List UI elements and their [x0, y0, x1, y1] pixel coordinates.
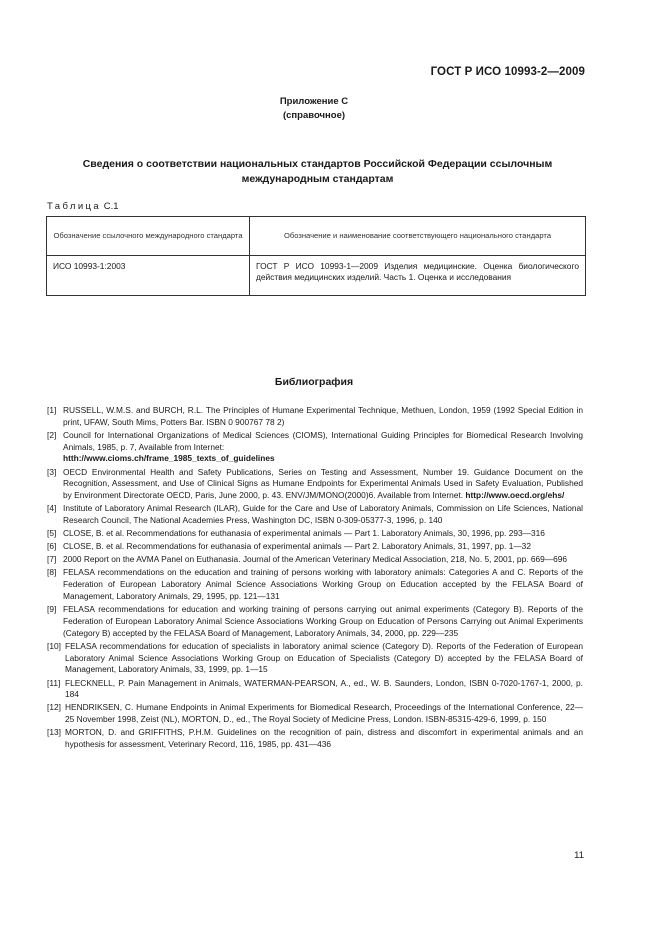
section-title: Сведения о соответствии национальных стандартов Российской Федерации ссылочным международным стандартам: [82, 158, 553, 185]
annex-title: Приложение С: [279, 96, 349, 107]
reference-item: [47, 430, 583, 465]
reference-item: [47, 541, 583, 553]
annex-heading: [0, 95, 628, 123]
reference-text: Council for International Organizations of Medical Sciences (CIOMS), International Guiding Principles for Biomedical Research Involving Animals, 1985, p. 7, Available from Internet:: [63, 429, 583, 452]
table-cell: ИСО 10993-1:2003: [47, 256, 250, 296]
table-cell: ГОСТ Р ИСО 10993-1—2009 Изделия медицинские. Оценка биологического действия медицинских изделий. Часть 1. Оценка и исследования: [250, 256, 586, 296]
reference-number: [4]: [47, 503, 57, 514]
table-row: [47, 256, 586, 296]
table-caption-prefix: Таблица: [47, 201, 102, 212]
reference-text: FELASA recommendations for education and working training of persons carrying out animal experiments (Category B). Reports of the Federation of European Laboratory Animal Science Associations Working Group on Education of Persons Carrying out Animal Experiments (Category B) accepted by the FELASA Board of Management, Laboratory Animals, 34, 2000, pp. 229—235: [63, 604, 583, 638]
correspondence-table: [46, 216, 586, 296]
annex-subtitle: (справочное): [282, 110, 346, 121]
reference-item: [47, 678, 583, 702]
reference-text: FELASA recommendations on the education and training of persons working with laboratory animals: Categories A and C. Reports of the Federation of European Laboratory Animal Science Associations Working Group on Education accepted by the FELASA Board of Management, Laboratory Animals, 29, 1995, pp. 121—131: [63, 567, 583, 602]
bibliography-list: [47, 405, 583, 752]
reference-item: [47, 727, 583, 751]
document-code: ГОСТ Р ИСО 10993-2—2009: [430, 66, 585, 78]
reference-item: [47, 567, 583, 602]
page-number: 11: [574, 850, 584, 861]
reference-text: CLOSE, B. et al. Recommendations for euthanasia of experimental animals — Part 1. Laboratory Animals, 30, 1996, pp. 293—316: [63, 528, 545, 539]
table-caption: [47, 201, 119, 212]
reference-number: [2]: [47, 429, 57, 440]
reference-text: FELASA recommendations for education of specialists in laboratory animal science (Category D). Reports of the Federation of European Laboratory Animal Science Associations Working Group on Education of Specialists (Category D) accepted by the FELASA Board of Management, Laboratory Animals, 33, 1999, pp. 1—15: [65, 640, 583, 675]
reference-number: [11]: [47, 677, 61, 688]
reference-number: [5]: [47, 528, 57, 539]
reference-text: Institute of Laboratory Animal Research (ILAR), Guide for the Care and Use of Laboratory Animals, Commission on Life Sciences, National Research Council, The National Academies Press, Washington DC, ISBN 0-309-05377-3, 1996, p. 140: [63, 503, 583, 526]
reference-text: OECD Environmental Health and Safety Publications, Series on Testing and Assessment, Number 19. Guidance Document on the Recognition, Assessment, and Use of Clinical Signs as Humane Endpoints for Experimental Animals Used in Safety Evaluation, Published by Environment Directorate OECD, Paris, June 2000, p. 43. ENV/JM/MONO(2000)6. Available from Internet.: [63, 466, 583, 501]
table-caption-number: С.1: [103, 201, 119, 212]
reference-text: 2000 Report on the AVMA Panel on Euthanasia. Journal of the American Veterinary Medical Association, 218, No. 5, 2001, pp. 669—696: [63, 554, 568, 565]
reference-item: [47, 405, 583, 429]
reference-number: [10]: [47, 640, 61, 651]
reference-number: [7]: [47, 554, 57, 565]
bibliography-title: Библиография: [274, 376, 354, 388]
reference-number: [3]: [47, 466, 57, 477]
table-header-cell: Обозначение ссылочного международного стандарта: [47, 217, 250, 256]
reference-text: MORTON, D. and GRIFFITHS, P.H.M. Guidelines on the recognition of pain, distress and discomfort in experimental animals and an hypothesis for assessment, Veterinary Record, 116, 1985, pp. 431—436: [65, 727, 583, 750]
reference-item: [47, 702, 583, 726]
reference-item: [47, 503, 583, 527]
table-header-cell: Обозначение и наименование соответствующего национального стандарта: [250, 217, 586, 256]
reference-text: FLECKNELL, P. Pain Management in Animals, WATERMAN-PEARSON, A., ed., W. B. Saunders, London, ISBN 0-7020-1767-1, 2000, p. 184: [65, 677, 583, 700]
reference-number: [13]: [47, 727, 61, 738]
reference-item: [47, 467, 583, 502]
reference-text: HENDRIKSEN, C. Humane Endpoints in Animal Experiments for Biomedical Research, Proceedings of the International Conference, 22—25 November 1998, Zeist (NL), MORTON, D., ed., The Royal Society of Medicine Press, London. ISBN-85315-429-6, 1999, p. 150: [65, 702, 583, 725]
reference-number: [6]: [47, 541, 57, 552]
reference-item: [47, 604, 583, 639]
reference-number: [8]: [47, 567, 57, 578]
reference-url[interactable]: http://www.oecd.org/ehs/: [465, 490, 565, 501]
reference-item: [47, 641, 583, 676]
reference-number: [12]: [47, 702, 61, 713]
reference-item: [47, 554, 583, 566]
reference-item: [47, 528, 583, 540]
reference-text: RUSSELL, W.M.S. and BURCH, R.L. The Principles of Humane Experimental Technique, Methuen, London, 1959 (1992 Special Edition in print, UFAW, South Mims, Potters Bar. ISBN 0 900767 78 2): [63, 405, 583, 427]
table-header-row: [47, 217, 586, 256]
reference-text: CLOSE, B. et al. Recommendations for euthanasia of experimental animals — Part 2. Laboratory Animals, 31, 1997, pp. 1—32: [63, 541, 531, 552]
reference-url[interactable]: htth://www.cioms.ch/frame_1985_texts_of_guidelines: [63, 453, 275, 464]
reference-number: [9]: [47, 604, 57, 615]
reference-number: [1]: [47, 405, 57, 415]
